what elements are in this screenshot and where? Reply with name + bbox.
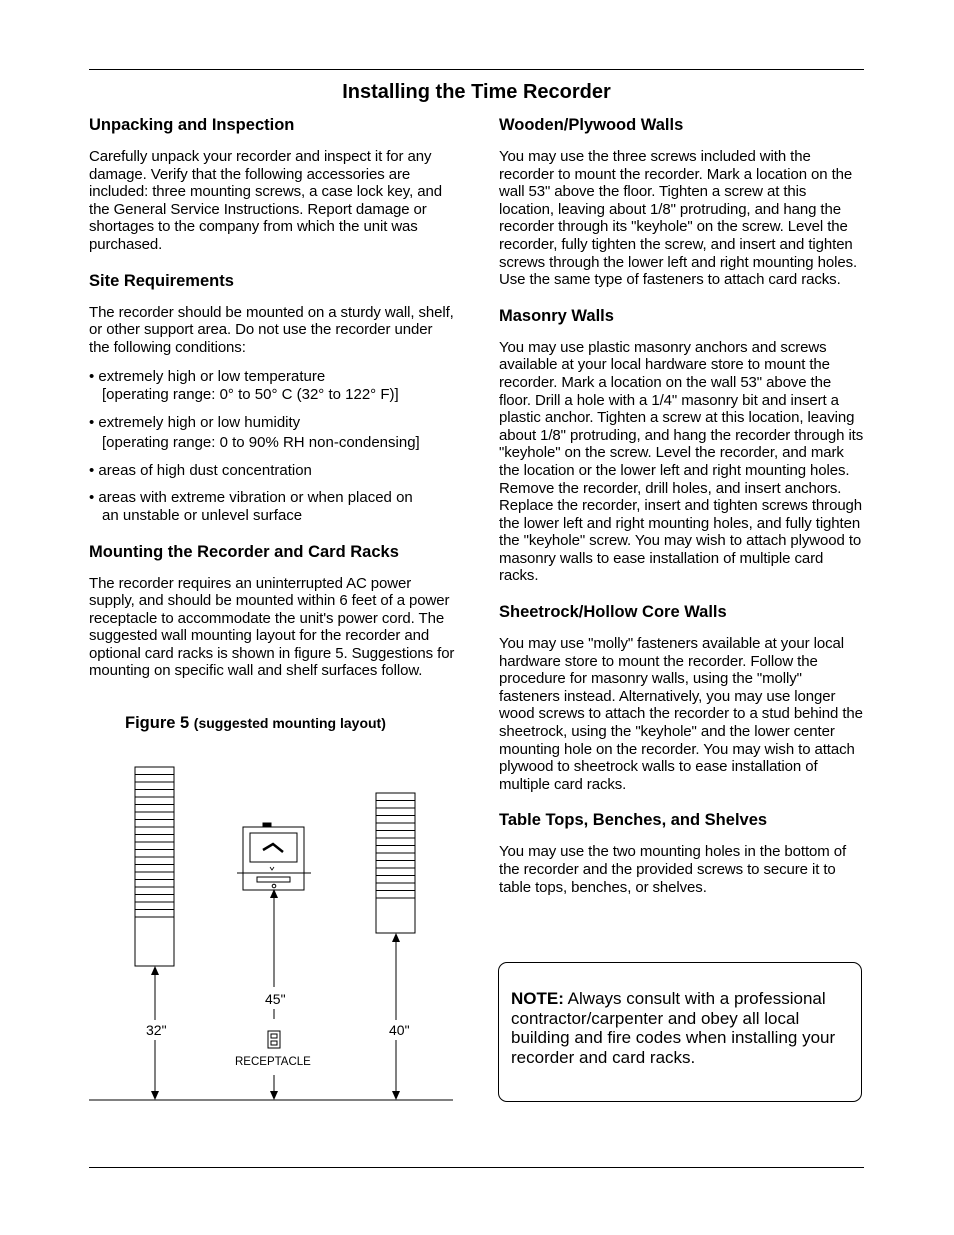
bullet-temperature-text: • extremely high or low temperature xyxy=(89,368,326,386)
right-card-rack xyxy=(376,793,415,933)
note-label: NOTE: xyxy=(511,989,564,1008)
tables-body: You may use the two mounting holes in the bottom of the recorder and the provided screws to secure it to table tops, benches, or shelves. xyxy=(499,843,847,896)
masonry-body: You may use plastic masonry anchors and screws available at your local hardware store to mount the recorder. Mark a location on the wall 53" above the floor. Drill a hole with a 1/4" masonry bit and insert a plastic anchor. Tighten a screw at this location, leaving about 1/8" protruding, and hang the recorder through its "keyhole" on the screw. Level the recorder, and mark the location or the lower left and right mounting holes. Remove the recorder, drill holes, and insert anchors. Replace the recorder, insert and tighten screws through the lower left and right mounting holes, and fully tighten the "keyhole" screw. You may wish to attach plywood to masonry walls to ease installation of multiple card racks. xyxy=(499,338,864,585)
arrow-up-left xyxy=(151,966,159,975)
bullet-humidity-text: • extremely high or low humidity xyxy=(89,413,301,431)
mounting-layout-figure xyxy=(85,755,460,1115)
bottom-rule xyxy=(89,1167,864,1168)
bullet-vibration-text: • areas with extreme vibration or when placed on xyxy=(89,489,413,507)
bullet-dust-text: • areas of high dust concentration xyxy=(89,461,312,479)
mounting-body: The recorder requires an uninterrupted AC power supply, and should be mounted within 6 feet of a power receptacle to accommodate the unit's power cord. The suggested wall mounting layout for the recorder and optional card racks is shown in figure 5. Suggestions for mounting on specific wall and shelf surfaces follow. xyxy=(89,574,455,680)
time-recorder xyxy=(237,823,311,890)
sheetrock-heading: Sheetrock/Hollow Core Walls xyxy=(499,603,727,622)
left-card-rack-slots xyxy=(135,775,174,918)
label-center-height: 45" xyxy=(265,991,286,1007)
left-column xyxy=(89,115,455,692)
arrow-down-center xyxy=(270,1091,278,1100)
sheetrock-body: You may use "molly" fasteners available at your local hardware store to mount the recorder. Follow the procedure for masonry walls, using the "molly" fasteners instead. Alternatively, you may use longer wood screws to attach the recorder to a stud behind the sheetrock, using the "keyhole" and the lower center mounting hole on the recorder. You may wish to attach plywood to sheetrock walls to ease installation of multiple card racks. xyxy=(499,635,863,793)
receptacle-label: RECEPTACLE xyxy=(235,1056,311,1068)
mounting-heading: Mounting the Recorder and Card Racks xyxy=(89,542,399,561)
masonry-heading: Masonry Walls xyxy=(499,306,614,325)
bullet-dust xyxy=(89,462,455,480)
right-card-rack-slots xyxy=(376,801,415,899)
clock-hands xyxy=(263,844,283,852)
right-column xyxy=(499,115,865,908)
label-right-height: 40" xyxy=(389,1022,410,1038)
bullet-vibration-cont: an unstable or unlevel surface xyxy=(102,506,303,524)
site-heading: Site Requirements xyxy=(89,271,234,290)
wooden-body: You may use the three screws included with the recorder to mount the recorder. Mark a location on the wall 53" above the floor. Tighten a screw at this location, leaving about 1/8" protruding, and hang the recorder through its "keyhole" on the screw. Level the recorder, fully tighten the screw, and insert and tighten screws through the lower left and right mounting holes. Use the same type of fasteners to attach card racks. xyxy=(499,148,858,289)
bullet-temperature-range: [operating range: 0° to 50° C (32° to 122° F)] xyxy=(102,385,399,403)
wooden-heading: Wooden/Plywood Walls xyxy=(499,116,684,134)
bullet-vibration xyxy=(89,489,455,524)
bullet-humidity xyxy=(89,414,455,452)
bullet-temperature xyxy=(89,368,455,403)
tables-heading: Table Tops, Benches, and Shelves xyxy=(499,811,768,830)
note-box xyxy=(498,962,862,1102)
bullet-humidity-range: [operating range: 0 to 90% RH non-condensing] xyxy=(102,434,420,452)
site-body: The recorder should be mounted on a sturdy wall, shelf, or other support area. Do not use the recorder under the following conditions: xyxy=(89,303,454,356)
arrow-down-right xyxy=(392,1091,400,1100)
unpacking-heading: Unpacking and Inspection xyxy=(89,116,295,134)
arrow-up-right xyxy=(392,933,400,942)
label-left-height: 32" xyxy=(146,1022,167,1038)
note-body: Always consult with a professional contractor/carpenter and obey all local building and fire codes when installing your recorder and card racks. xyxy=(511,989,836,1067)
page-title: Installing the Time Recorder xyxy=(342,81,611,103)
arrow-down-left xyxy=(151,1091,159,1100)
figure-caption xyxy=(125,714,386,733)
top-rule xyxy=(89,69,864,70)
figure-caption-label: Figure 5 xyxy=(125,714,190,732)
figure-caption-sub: (suggested mounting layout) xyxy=(193,715,386,731)
unpacking-body: Carefully unpack your recorder and inspect it for any damage. Verify that the following accessories are included: three mounting screws, a case lock key, and the General Service Instructions. Report damage or shortages to the company from which the unit was purchased. xyxy=(89,148,442,253)
